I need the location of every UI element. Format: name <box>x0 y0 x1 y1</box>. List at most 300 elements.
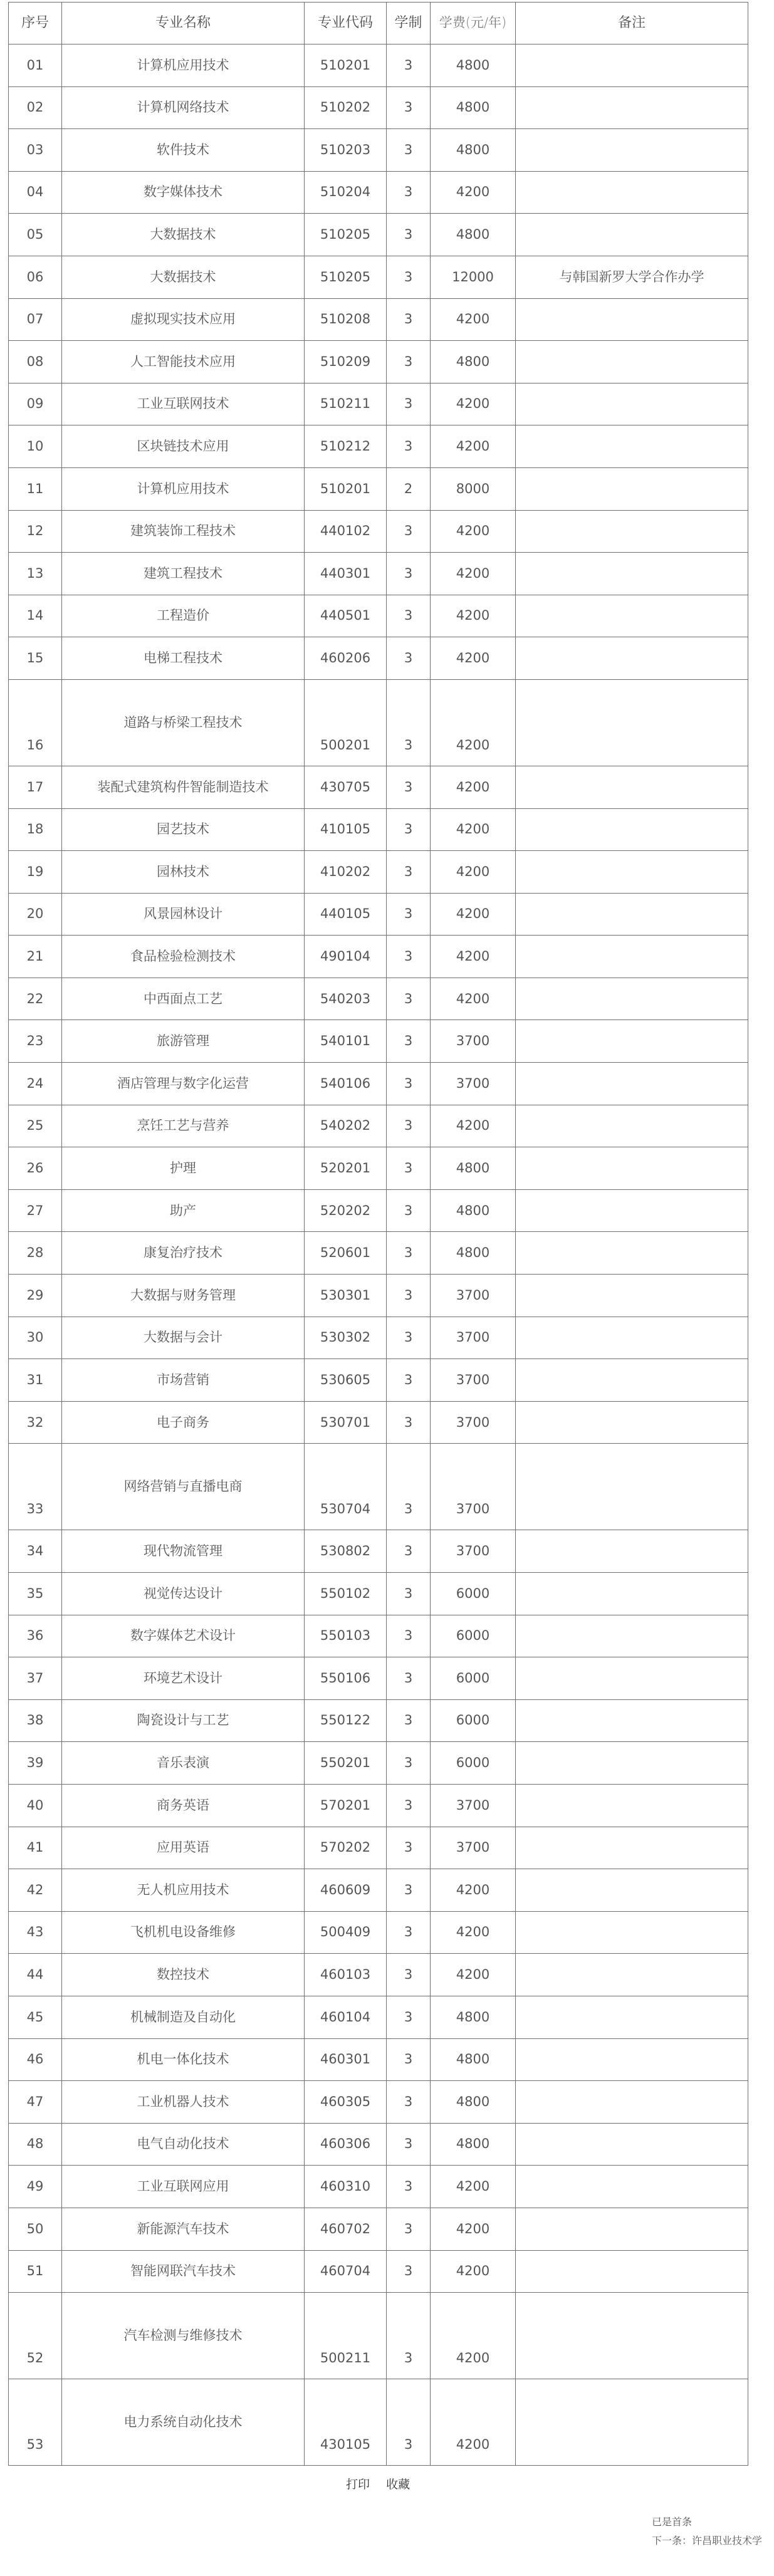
row-remark <box>516 978 748 1020</box>
row-major-name: 机电一体化技术 <box>62 2038 305 2081</box>
row-index: 27 <box>9 1189 62 1232</box>
row-tuition: 6000 <box>431 1615 516 1657</box>
row-remark <box>516 1147 748 1190</box>
row-major-code: 570201 <box>305 1784 387 1827</box>
row-remark <box>516 1189 748 1232</box>
row-major-name: 汽车检测与维修技术 <box>62 2293 305 2379</box>
row-major-name: 护理 <box>62 1147 305 1190</box>
row-duration: 3 <box>387 2293 431 2379</box>
row-tuition: 4800 <box>431 86 516 129</box>
next-article-link[interactable]: 下一条：许昌职业技术学 <box>652 2535 763 2547</box>
row-tuition: 3700 <box>431 1784 516 1827</box>
row-remark <box>516 893 748 936</box>
row-remark <box>516 1996 748 2038</box>
row-duration: 3 <box>387 1317 431 1359</box>
row-major-code: 520202 <box>305 1189 387 1232</box>
table-row <box>9 1657 748 1700</box>
row-major-code: 550106 <box>305 1657 387 1700</box>
table-row <box>9 1573 748 1615</box>
row-tuition: 3700 <box>431 1063 516 1105</box>
table-row <box>9 383 748 425</box>
row-remark <box>516 44 748 87</box>
row-index: 35 <box>9 1573 62 1615</box>
table-row <box>9 1105 748 1147</box>
row-remark <box>516 1699 748 1742</box>
table-row <box>9 679 748 766</box>
row-major-name: 软件技术 <box>62 129 305 172</box>
row-major-name: 电力系统自动化技术 <box>62 2379 305 2466</box>
row-duration: 3 <box>387 1784 431 1827</box>
row-duration: 3 <box>387 1147 431 1190</box>
row-index: 24 <box>9 1063 62 1105</box>
table-row <box>9 2379 748 2466</box>
row-index: 13 <box>9 553 62 595</box>
table-row <box>9 510 748 553</box>
row-major-code: 490104 <box>305 936 387 978</box>
row-remark <box>516 1275 748 1317</box>
row-index: 39 <box>9 1742 62 1785</box>
row-duration: 3 <box>387 1020 431 1063</box>
row-major-name: 环境艺术设计 <box>62 1657 305 1700</box>
row-duration: 3 <box>387 1827 431 1869</box>
row-duration: 3 <box>387 595 431 637</box>
row-major-name: 计算机应用技术 <box>62 44 305 87</box>
row-duration: 3 <box>387 44 431 87</box>
row-index: 44 <box>9 1954 62 1996</box>
row-index: 16 <box>9 679 62 766</box>
table-row <box>9 341 748 383</box>
table-row <box>9 298 748 341</box>
table-row <box>9 1444 748 1530</box>
row-tuition: 4200 <box>431 1869 516 1912</box>
row-tuition: 4800 <box>431 341 516 383</box>
table-row <box>9 553 748 595</box>
row-index: 11 <box>9 467 62 510</box>
row-remark <box>516 1869 748 1912</box>
row-index: 04 <box>9 171 62 214</box>
row-tuition: 4200 <box>431 851 516 894</box>
row-major-code: 530605 <box>305 1359 387 1402</box>
row-major-name: 数字媒体艺术设计 <box>62 1615 305 1657</box>
row-major-code: 460305 <box>305 2081 387 2124</box>
row-duration: 3 <box>387 808 431 851</box>
row-tuition: 4200 <box>431 2166 516 2208</box>
row-duration: 3 <box>387 2166 431 2208</box>
row-major-code: 460206 <box>305 637 387 680</box>
row-remark <box>516 2208 748 2250</box>
row-major-code: 440501 <box>305 595 387 637</box>
row-remark <box>516 1615 748 1657</box>
row-major-name: 大数据与会计 <box>62 1317 305 1359</box>
row-duration: 3 <box>387 383 431 425</box>
row-major-code: 510204 <box>305 171 387 214</box>
header-name: 专业名称 <box>62 3 305 44</box>
row-tuition: 4800 <box>431 44 516 87</box>
row-major-name: 应用英语 <box>62 1827 305 1869</box>
row-major-code: 500409 <box>305 1911 387 1954</box>
table-row <box>9 1147 748 1190</box>
row-tuition: 3700 <box>431 1827 516 1869</box>
row-remark <box>516 86 748 129</box>
row-remark <box>516 383 748 425</box>
row-index: 36 <box>9 1615 62 1657</box>
row-index: 42 <box>9 1869 62 1912</box>
row-major-name: 食品检验检测技术 <box>62 936 305 978</box>
row-duration: 3 <box>387 256 431 298</box>
row-index: 17 <box>9 766 62 808</box>
row-major-code: 530301 <box>305 1275 387 1317</box>
row-tuition: 4200 <box>431 936 516 978</box>
row-major-name: 无人机应用技术 <box>62 1869 305 1912</box>
row-duration: 3 <box>387 936 431 978</box>
row-major-name: 大数据与财务管理 <box>62 1275 305 1317</box>
row-duration: 3 <box>387 1401 431 1444</box>
row-major-name: 旅游管理 <box>62 1020 305 1063</box>
row-remark <box>516 1105 748 1147</box>
row-tuition: 3700 <box>431 1020 516 1063</box>
row-remark <box>516 679 748 766</box>
row-index: 52 <box>9 2293 62 2379</box>
row-major-name: 现代物流管理 <box>62 1530 305 1573</box>
row-duration: 3 <box>387 1657 431 1700</box>
row-major-code: 460702 <box>305 2208 387 2250</box>
row-index: 53 <box>9 2379 62 2466</box>
row-major-name: 电梯工程技术 <box>62 637 305 680</box>
row-index: 01 <box>9 44 62 87</box>
row-major-name: 音乐表演 <box>62 1742 305 1785</box>
row-remark <box>516 510 748 553</box>
row-remark <box>516 1573 748 1615</box>
row-tuition: 4200 <box>431 510 516 553</box>
row-duration: 3 <box>387 129 431 172</box>
row-index: 03 <box>9 129 62 172</box>
row-tuition: 4200 <box>431 1954 516 1996</box>
table-row <box>9 467 748 510</box>
row-tuition: 4200 <box>431 893 516 936</box>
table-row <box>9 1401 748 1444</box>
row-index: 29 <box>9 1275 62 1317</box>
row-tuition: 4800 <box>431 1232 516 1275</box>
row-major-code: 500211 <box>305 2293 387 2379</box>
row-remark <box>516 2250 748 2293</box>
row-major-code: 530701 <box>305 1401 387 1444</box>
row-tuition: 3700 <box>431 1359 516 1402</box>
row-remark <box>516 2166 748 2208</box>
row-index: 02 <box>9 86 62 129</box>
table-row <box>9 851 748 894</box>
row-duration: 3 <box>387 679 431 766</box>
row-major-name: 陶瓷设计与工艺 <box>62 1699 305 1742</box>
row-major-code: 430105 <box>305 2379 387 2466</box>
table-row <box>9 214 748 256</box>
row-index: 22 <box>9 978 62 1020</box>
table-row <box>9 1530 748 1573</box>
row-index: 26 <box>9 1147 62 1190</box>
row-duration: 3 <box>387 1996 431 2038</box>
row-tuition: 4200 <box>431 978 516 1020</box>
table-row <box>9 1827 748 1869</box>
row-remark <box>516 1401 748 1444</box>
row-duration: 3 <box>387 510 431 553</box>
major-tuition-table <box>8 2 748 2466</box>
row-major-code: 410105 <box>305 808 387 851</box>
row-duration: 3 <box>387 1530 431 1573</box>
row-duration: 3 <box>387 2208 431 2250</box>
row-tuition: 4800 <box>431 2081 516 2124</box>
row-major-code: 520601 <box>305 1232 387 1275</box>
row-remark <box>516 1954 748 1996</box>
row-duration: 3 <box>387 298 431 341</box>
row-major-code: 510209 <box>305 341 387 383</box>
row-duration: 3 <box>387 2379 431 2466</box>
prev-article-text: 已是首条 <box>652 2516 693 2528</box>
row-duration: 3 <box>387 637 431 680</box>
row-remark <box>516 637 748 680</box>
row-major-code: 550201 <box>305 1742 387 1785</box>
row-major-name: 电子商务 <box>62 1401 305 1444</box>
table-row <box>9 425 748 468</box>
row-remark <box>516 1784 748 1827</box>
row-duration: 3 <box>387 86 431 129</box>
row-duration: 2 <box>387 467 431 510</box>
row-remark <box>516 214 748 256</box>
row-major-name: 电气自动化技术 <box>62 2123 305 2166</box>
row-remark <box>516 808 748 851</box>
row-duration: 3 <box>387 893 431 936</box>
table-row <box>9 1615 748 1657</box>
row-index: 46 <box>9 2038 62 2081</box>
row-tuition: 8000 <box>431 467 516 510</box>
row-tuition: 6000 <box>431 1742 516 1785</box>
table-row <box>9 1275 748 1317</box>
table-row <box>9 766 748 808</box>
row-remark <box>516 2293 748 2379</box>
row-duration: 3 <box>387 1911 431 1954</box>
row-duration: 3 <box>387 978 431 1020</box>
row-major-code: 570202 <box>305 1827 387 1869</box>
table-row <box>9 44 748 87</box>
row-major-name: 视觉传达设计 <box>62 1573 305 1615</box>
table-body <box>9 44 748 2466</box>
table-row <box>9 2081 748 2124</box>
row-major-code: 460104 <box>305 1996 387 2038</box>
row-index: 09 <box>9 383 62 425</box>
row-duration: 3 <box>387 1232 431 1275</box>
table-row <box>9 978 748 1020</box>
row-tuition: 4200 <box>431 595 516 637</box>
row-major-name: 大数据技术 <box>62 256 305 298</box>
row-remark <box>516 1742 748 1785</box>
row-index: 07 <box>9 298 62 341</box>
row-major-code: 460306 <box>305 2123 387 2166</box>
row-tuition: 4200 <box>431 553 516 595</box>
row-duration: 3 <box>387 766 431 808</box>
row-major-code: 510201 <box>305 467 387 510</box>
row-tuition: 4200 <box>431 298 516 341</box>
row-major-code: 540106 <box>305 1063 387 1105</box>
row-major-code: 460704 <box>305 2250 387 2293</box>
table-row <box>9 808 748 851</box>
row-remark <box>516 1827 748 1869</box>
row-major-name: 飞机机电设备维修 <box>62 1911 305 1954</box>
table-row <box>9 1784 748 1827</box>
row-tuition: 4200 <box>431 2293 516 2379</box>
row-major-name: 工业互联网技术 <box>62 383 305 425</box>
row-remark <box>516 851 748 894</box>
row-remark <box>516 425 748 468</box>
row-tuition: 4800 <box>431 2123 516 2166</box>
row-major-name: 网络营销与直播电商 <box>62 1444 305 1530</box>
row-remark: 与韩国新罗大学合作办学 <box>516 256 748 298</box>
table-row <box>9 2123 748 2166</box>
row-major-code: 460310 <box>305 2166 387 2208</box>
row-duration: 3 <box>387 851 431 894</box>
row-major-code: 430705 <box>305 766 387 808</box>
row-tuition: 4200 <box>431 808 516 851</box>
table-row <box>9 1232 748 1275</box>
table-row <box>9 86 748 129</box>
row-major-name: 机械制造及自动化 <box>62 1996 305 2038</box>
row-major-name: 数字媒体技术 <box>62 171 305 214</box>
row-major-code: 440102 <box>305 510 387 553</box>
row-major-code: 440105 <box>305 893 387 936</box>
row-major-name: 中西面点工艺 <box>62 978 305 1020</box>
row-tuition: 4200 <box>431 2250 516 2293</box>
table-row <box>9 1189 748 1232</box>
row-remark <box>516 1063 748 1105</box>
row-index: 25 <box>9 1105 62 1147</box>
row-major-code: 460609 <box>305 1869 387 1912</box>
row-duration: 3 <box>387 1954 431 1996</box>
row-index: 18 <box>9 808 62 851</box>
header-remark: 备注 <box>516 3 748 44</box>
table-row <box>9 1742 748 1785</box>
row-major-code: 550103 <box>305 1615 387 1657</box>
table-row <box>9 2038 748 2081</box>
row-major-name: 建筑工程技术 <box>62 553 305 595</box>
row-major-code: 540101 <box>305 1020 387 1063</box>
table-row <box>9 171 748 214</box>
row-index: 06 <box>9 256 62 298</box>
row-remark <box>516 553 748 595</box>
row-major-code: 440301 <box>305 553 387 595</box>
row-major-name: 装配式建筑构件智能制造技术 <box>62 766 305 808</box>
row-remark <box>516 1359 748 1402</box>
row-tuition: 4200 <box>431 1105 516 1147</box>
table-row <box>9 1020 748 1063</box>
row-duration: 3 <box>387 2038 431 2081</box>
table-row <box>9 2293 748 2379</box>
row-remark <box>516 1317 748 1359</box>
row-major-code: 410202 <box>305 851 387 894</box>
row-index: 23 <box>9 1020 62 1063</box>
row-index: 19 <box>9 851 62 894</box>
row-tuition: 3700 <box>431 1530 516 1573</box>
row-remark <box>516 2081 748 2124</box>
row-major-name: 大数据技术 <box>62 214 305 256</box>
row-duration: 3 <box>387 1359 431 1402</box>
row-remark <box>516 1911 748 1954</box>
row-remark <box>516 1657 748 1700</box>
table-row <box>9 936 748 978</box>
row-tuition: 6000 <box>431 1657 516 1700</box>
row-duration: 3 <box>387 171 431 214</box>
row-index: 49 <box>9 2166 62 2208</box>
row-tuition: 4200 <box>431 2208 516 2250</box>
row-major-code: 510205 <box>305 214 387 256</box>
row-major-code: 510211 <box>305 383 387 425</box>
row-tuition: 4200 <box>431 425 516 468</box>
row-remark <box>516 2038 748 2081</box>
row-duration: 3 <box>387 1742 431 1785</box>
table-row <box>9 1063 748 1105</box>
row-remark <box>516 1020 748 1063</box>
row-duration: 3 <box>387 1444 431 1530</box>
table-row <box>9 1317 748 1359</box>
row-tuition: 3700 <box>431 1317 516 1359</box>
row-index: 51 <box>9 2250 62 2293</box>
row-tuition: 3700 <box>431 1444 516 1530</box>
row-index: 08 <box>9 341 62 383</box>
row-major-name: 工业互联网应用 <box>62 2166 305 2208</box>
row-index: 15 <box>9 637 62 680</box>
row-tuition: 4200 <box>431 1911 516 1954</box>
row-major-code: 460103 <box>305 1954 387 1996</box>
row-major-name: 园艺技术 <box>62 808 305 851</box>
row-tuition: 4200 <box>431 679 516 766</box>
row-tuition: 3700 <box>431 1401 516 1444</box>
row-index: 14 <box>9 595 62 637</box>
row-duration: 3 <box>387 1615 431 1657</box>
table-row <box>9 1996 748 2038</box>
row-index: 45 <box>9 1996 62 2038</box>
row-duration: 3 <box>387 1573 431 1615</box>
table-row <box>9 2250 748 2293</box>
row-major-code: 540202 <box>305 1105 387 1147</box>
row-tuition: 4800 <box>431 214 516 256</box>
row-remark <box>516 1530 748 1573</box>
row-tuition: 4200 <box>431 171 516 214</box>
row-major-name: 虚拟现实技术应用 <box>62 298 305 341</box>
row-tuition: 4200 <box>431 637 516 680</box>
row-major-name: 建筑装饰工程技术 <box>62 510 305 553</box>
favorite-link[interactable]: 收藏 <box>386 2478 411 2491</box>
row-index: 50 <box>9 2208 62 2250</box>
row-major-name: 工业机器人技术 <box>62 2081 305 2124</box>
row-remark <box>516 595 748 637</box>
row-remark <box>516 936 748 978</box>
row-major-code: 510203 <box>305 129 387 172</box>
row-index: 10 <box>9 425 62 468</box>
row-tuition: 3700 <box>431 1275 516 1317</box>
table-row <box>9 1954 748 1996</box>
table-row <box>9 129 748 172</box>
row-major-name: 人工智能技术应用 <box>62 341 305 383</box>
row-tuition: 4800 <box>431 1189 516 1232</box>
row-duration: 3 <box>387 2081 431 2124</box>
row-major-name: 助产 <box>62 1189 305 1232</box>
row-index: 30 <box>9 1317 62 1359</box>
row-index: 43 <box>9 1911 62 1954</box>
row-major-name: 市场营销 <box>62 1359 305 1402</box>
table-header-row <box>9 3 748 44</box>
print-link[interactable]: 打印 <box>346 2478 370 2491</box>
table-row <box>9 1359 748 1402</box>
table-row <box>9 1699 748 1742</box>
header-tuition: 学费(元/年) <box>431 3 516 44</box>
row-major-name: 计算机应用技术 <box>62 467 305 510</box>
row-index: 47 <box>9 2081 62 2124</box>
